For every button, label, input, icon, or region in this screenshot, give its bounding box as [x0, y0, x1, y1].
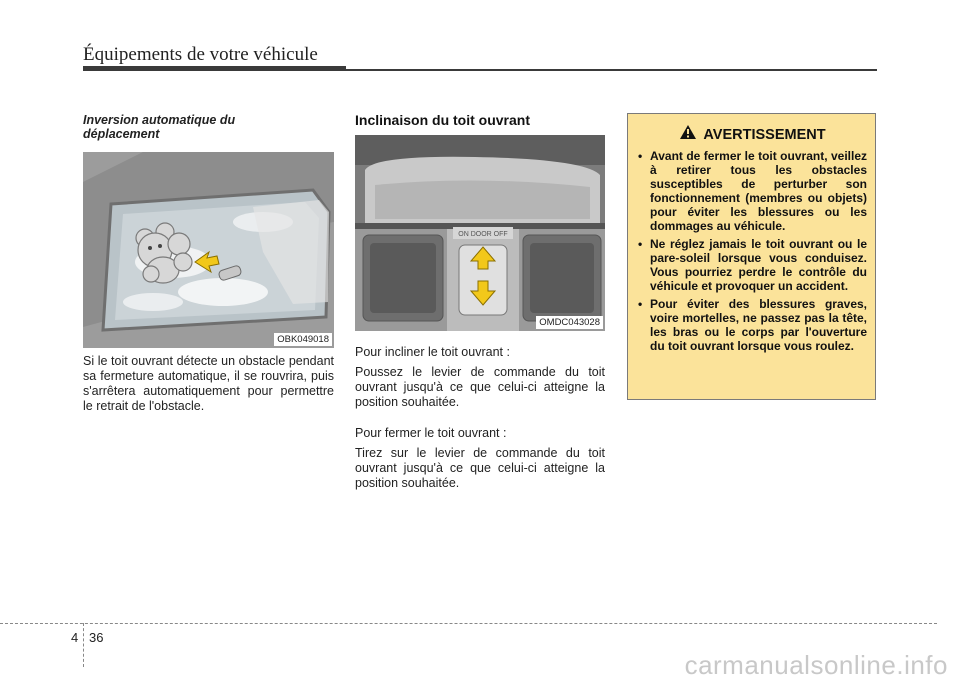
- tilt-intro: Pour incliner le toit ouvrant :: [355, 345, 510, 359]
- warning-item: • Avant de fermer le toit ouvrant, veillez à retirer tous les obstacles susceptibles de perturber son fonctionnement (membres ou objets) pour éviter les blessures ou les dommages au véhicule.: [638, 149, 867, 233]
- overhead-console-illustration: [355, 135, 605, 331]
- warning-triangle-icon: [679, 124, 697, 145]
- warning-title: AVERTISSEMENT: [703, 126, 826, 143]
- subtitle-line-2: déplacement: [83, 127, 160, 141]
- watermark: carmanualsonline.info: [684, 650, 948, 680]
- obstacle-paragraph: Si le toit ouvrant détecte un obstacle pendant sa fermeture automatique, il se rouvrira, puis s'arrêtera automatiquement pour permettre le retrait de l'obstacle.: [83, 354, 334, 413]
- tilt-instruction: Poussez le levier de commande du toit ouvrant jusqu'à ce que celui-ci atteigne la position souhaitée.: [355, 365, 605, 409]
- warning-box: [627, 113, 876, 400]
- section-title: Inclinaison du toit ouvrant: [355, 112, 530, 128]
- door-switch-label: ON DOOR OFF: [458, 231, 508, 238]
- tilt-control-figure: [355, 135, 605, 331]
- header-bar: [83, 66, 346, 71]
- middle-text-block: [355, 345, 605, 491]
- close-instruction: Tirez sur le levier de commande du toit ouvrant jusqu'à ce que celui-ci atteigne la position souhaitée.: [355, 446, 605, 490]
- figure-code: OBK049018: [274, 333, 332, 346]
- footer-rule: [0, 623, 937, 624]
- page-number: 36: [89, 630, 104, 645]
- footer-divider: [83, 623, 84, 667]
- header-rule: [346, 69, 877, 71]
- middle-column: [355, 112, 605, 128]
- warning-header: [638, 124, 867, 145]
- left-column: [83, 113, 334, 141]
- chapter-number: 4: [71, 630, 79, 645]
- warning-list: [638, 149, 867, 353]
- figure-code: OMDC043028: [536, 316, 603, 329]
- left-text-block: [83, 354, 334, 414]
- subtitle-line-1: Inversion automatique du: [83, 113, 236, 127]
- sunroof-obstacle-figure: [83, 152, 334, 348]
- section-subtitle: [83, 113, 334, 141]
- page-header-title: Équipements de votre véhicule: [83, 44, 318, 65]
- sunroof-obstacle-illustration: [83, 152, 334, 348]
- warning-item: • Pour éviter des blessures graves, voire mortelles, ne passez pas la tête, les bras ou le corps par l'ouverture du toit ouvrant lorsque vous roulez.: [638, 297, 867, 353]
- close-intro: Pour fermer le toit ouvrant :: [355, 426, 507, 440]
- warning-item: • Ne réglez jamais le toit ouvrant ou le pare-soleil lorsque vous conduisez. Vous pourriez perdre le contrôle du véhicule et provoquer un accident.: [638, 237, 867, 293]
